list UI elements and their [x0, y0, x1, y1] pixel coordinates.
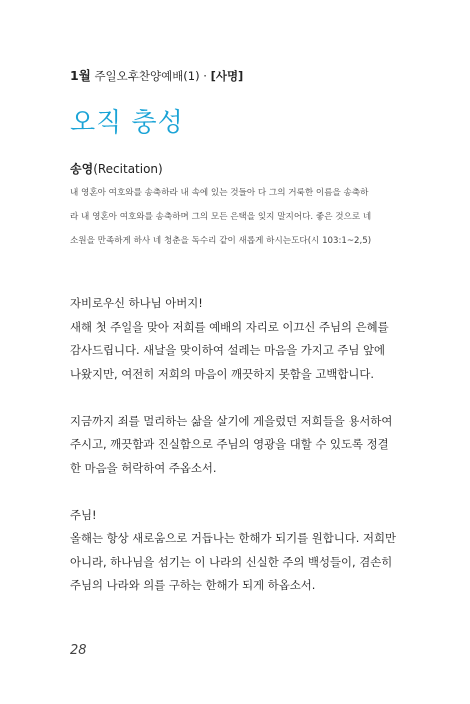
prayer-paragraph — [70, 410, 410, 481]
prayer-text — [70, 292, 410, 598]
recitation-heading — [70, 160, 163, 178]
prayer-line: 한 마음을 허락하여 주옵소서. — [70, 460, 217, 475]
header-service: 주일오후찬양예배(1) — [94, 69, 200, 83]
recitation-line: 라 내 영혼아 여호와를 송축하며 그의 모든 은택을 잊지 말지어다. 좋은 것으로 네 — [70, 212, 372, 222]
recitation-line: 소원을 만족하게 하사 네 청춘을 독수리 같이 새롭게 하시는도다(시 103:1~2,5) — [70, 236, 372, 246]
header-tag: [사명] — [210, 69, 244, 83]
header-separator: · — [203, 69, 207, 83]
recitation-label-kr: 송영 — [70, 162, 94, 176]
section-header — [70, 68, 243, 84]
prayer-line: 주님! — [70, 507, 97, 522]
page-number: 28 — [70, 643, 87, 658]
prayer-line: 지금까지 죄를 멀리하는 삶을 살기에 게을렀던 저희들을 용서하여 — [70, 413, 393, 428]
prayer-line: 주시고, 깨끗함과 진실함으로 주님의 영광을 대할 수 있도록 정결 — [70, 437, 389, 451]
recitation-text — [70, 181, 410, 253]
header-month: 1월 — [70, 68, 91, 83]
prayer-line: 새해 첫 주일을 맞아 저희를 예배의 자리로 이끄신 주님의 은혜를 — [70, 319, 389, 334]
recitation-label-en: (Recitation) — [93, 162, 163, 176]
prayer-line: 나왔지만, 여전히 저희의 마음이 깨끗하지 못함을 고백합니다. — [70, 366, 375, 381]
prayer-paragraph — [70, 504, 410, 598]
page-title: 오직 충성 — [70, 108, 184, 138]
prayer-line: 올해는 항상 새로움으로 거듭나는 한해가 되기를 원합니다. 저희만 — [70, 531, 397, 545]
prayer-paragraph — [70, 292, 410, 386]
prayer-line: 감사드립니다. 새날을 맞이하여 설레는 마음을 가지고 주님 앞에 — [70, 343, 386, 357]
prayer-line: 자비로우신 하나님 아버지! — [70, 296, 203, 310]
recitation-line: 내 영혼아 여호와를 송축하라 내 속에 있는 것들아 다 그의 거룩한 이름을 송축하 — [70, 188, 369, 198]
prayer-line: 주님의 나라와 의를 구하는 한해가 되게 하옵소서. — [70, 578, 316, 592]
prayer-line: 아니라, 하나님을 섬기는 이 나라의 신실한 주의 백성들이, 겸손히 — [70, 554, 393, 569]
